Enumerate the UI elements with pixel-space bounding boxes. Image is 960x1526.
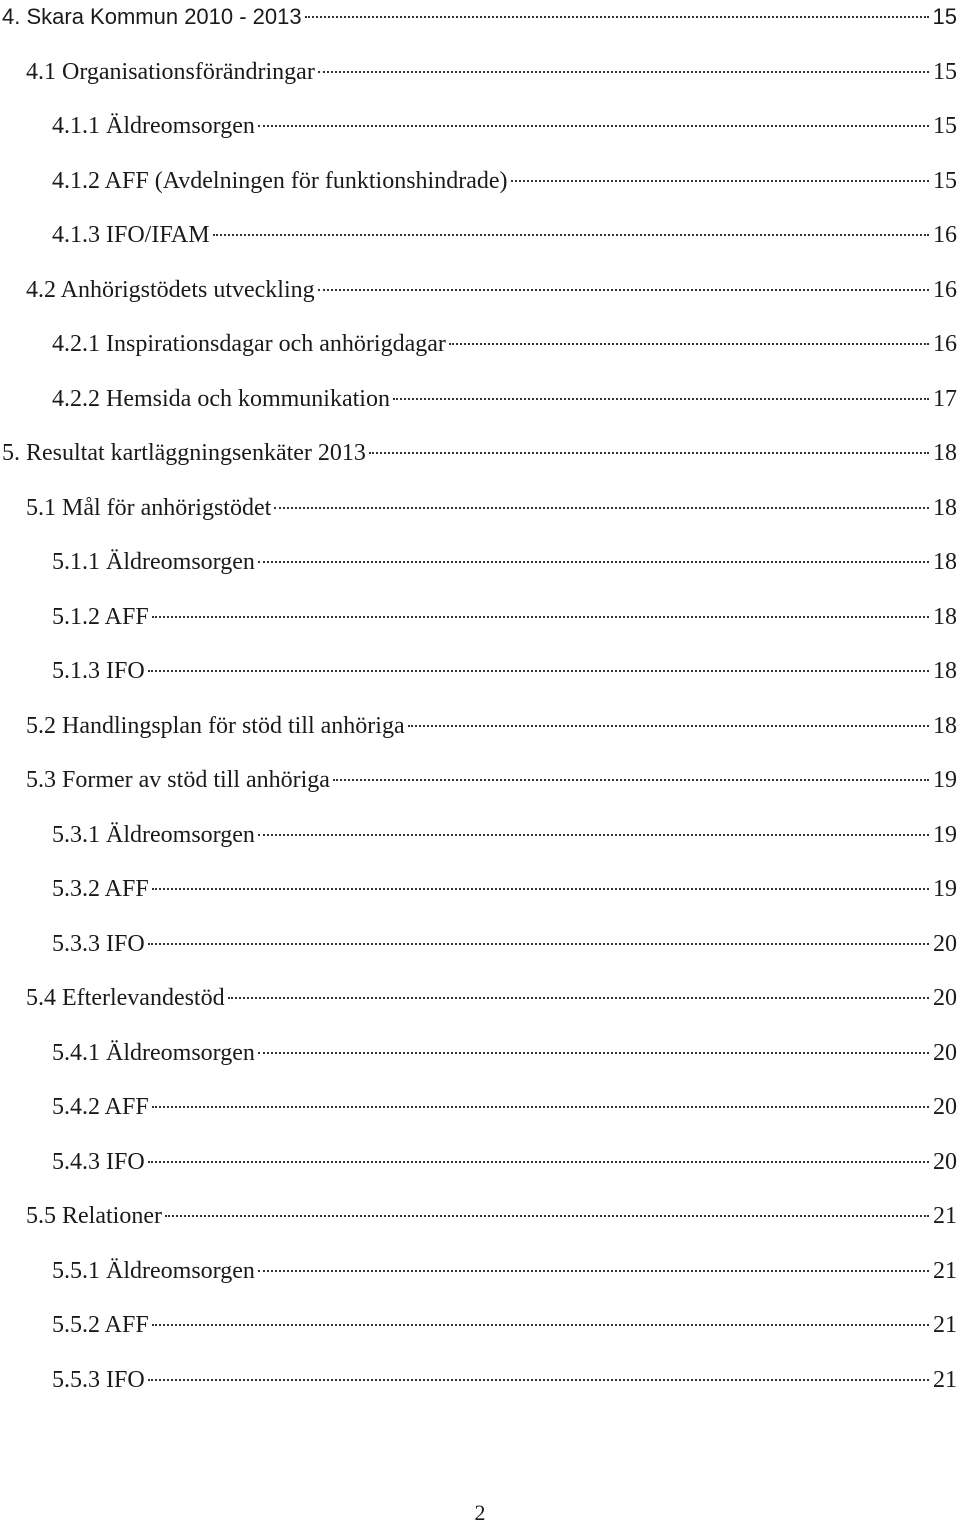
- toc-entry-title: 5.5.1 Äldreomsorgen: [52, 1257, 255, 1284]
- toc-entry[interactable]: [52, 600, 957, 634]
- toc-dot-leader: [148, 1161, 929, 1163]
- toc-entry-page: 20: [933, 985, 957, 1011]
- toc-dot-leader: [369, 452, 929, 454]
- toc-entry[interactable]: [52, 927, 957, 961]
- toc-entry-title: 5.1.1 Äldreomsorgen: [52, 549, 255, 575]
- toc-entry[interactable]: [52, 818, 957, 852]
- toc-entry-page: 20: [933, 1039, 957, 1066]
- toc-entry-page: 18: [933, 440, 957, 466]
- toc-entry[interactable]: [26, 763, 957, 797]
- toc-dot-leader: [148, 670, 929, 672]
- toc-entry-title: 5.5.3 IFO: [52, 1366, 145, 1393]
- toc-entry[interactable]: [26, 1199, 957, 1233]
- toc-entry[interactable]: [26, 981, 957, 1015]
- toc-entry-page: 16: [933, 331, 957, 357]
- toc-entry-page: 21: [933, 1257, 957, 1284]
- toc-dot-leader: [393, 398, 929, 400]
- toc-entry-title: 4. Skara Kommun 2010 - 2013: [2, 4, 302, 29]
- toc-entry-title: 4.2 Anhörigstödets utveckling: [26, 276, 315, 303]
- toc-entry-page: 17: [933, 385, 957, 412]
- toc-entry-page: 21: [933, 1366, 957, 1393]
- toc-entry-title: 4.1.2 AFF (Avdelningen för funktionshindrade): [52, 167, 508, 194]
- toc-entry[interactable]: [26, 709, 957, 743]
- toc-entry-title: 5.1.2 AFF: [52, 603, 149, 630]
- toc-entry-page: 19: [933, 876, 957, 902]
- toc-entry-page: 16: [933, 276, 957, 303]
- toc-entry-page: 20: [933, 930, 957, 957]
- toc-entry-page: 21: [933, 1203, 957, 1229]
- toc-dot-leader: [258, 1052, 929, 1054]
- toc-entry[interactable]: [52, 1254, 957, 1288]
- toc-entry-title: 5.4.1 Äldreomsorgen: [52, 1039, 255, 1066]
- toc-entry[interactable]: [2, 0, 957, 34]
- toc-entry-page: 18: [933, 712, 957, 739]
- toc-entry-title: 5.2 Handlingsplan för stöd till anhöriga: [26, 712, 405, 739]
- toc-dot-leader: [258, 834, 929, 836]
- toc-dot-leader: [258, 561, 929, 563]
- toc-dot-leader: [228, 997, 929, 999]
- toc-entry-title: 5.3.1 Äldreomsorgen: [52, 821, 255, 848]
- toc-entry[interactable]: [52, 1308, 957, 1342]
- toc-entry-title: 4.1.1 Äldreomsorgen: [52, 113, 255, 139]
- toc-entry-page: 21: [933, 1312, 957, 1338]
- toc-entry-title: 5.4.2 AFF: [52, 1094, 149, 1120]
- toc-entry-title: 5.4 Efterlevandestöd: [26, 985, 225, 1011]
- toc-entry[interactable]: [52, 654, 957, 688]
- toc-entry-page: 18: [933, 549, 957, 575]
- toc-entry[interactable]: [52, 382, 957, 416]
- toc-dot-leader: [152, 1324, 929, 1326]
- toc-dot-leader: [511, 180, 930, 182]
- toc-entry-title: 4.2.1 Inspirationsdagar och anhörigdagar: [52, 331, 446, 357]
- toc-dot-leader: [148, 943, 929, 945]
- toc-dot-leader: [258, 125, 929, 127]
- toc-dot-leader: [318, 289, 929, 291]
- toc-entry-page: 20: [933, 1148, 957, 1175]
- toc-entry[interactable]: [52, 1145, 957, 1179]
- toc-entry-title: 5.1.3 IFO: [52, 658, 145, 684]
- toc-entry-page: 15: [933, 58, 957, 85]
- toc-entry-title: 4.2.2 Hemsida och kommunikation: [52, 385, 390, 412]
- toc-dot-leader: [165, 1215, 929, 1217]
- toc-entry-page: 16: [933, 222, 957, 248]
- toc-entry-page: 15: [933, 113, 957, 139]
- toc-entry[interactable]: [52, 1363, 957, 1397]
- toc-entry[interactable]: [2, 436, 957, 470]
- toc-entry-title: 5.3.3 IFO: [52, 930, 145, 957]
- toc-entry-page: 19: [933, 767, 957, 793]
- toc-entry[interactable]: [26, 55, 957, 89]
- toc-entry-title: 5.3.2 AFF: [52, 876, 149, 902]
- toc-entry[interactable]: [52, 109, 957, 143]
- toc-dot-leader: [333, 779, 929, 781]
- page-number: 2: [474, 1500, 486, 1525]
- toc-dot-leader: [318, 71, 929, 73]
- toc-entry[interactable]: [52, 218, 957, 252]
- toc-entry-page: 15: [932, 4, 957, 29]
- toc-entry[interactable]: [26, 491, 957, 525]
- toc-dot-leader: [152, 888, 929, 890]
- toc-entry[interactable]: [52, 327, 957, 361]
- toc-dot-leader: [152, 1106, 929, 1108]
- toc-dot-leader: [148, 1379, 929, 1381]
- toc-entry-page: 18: [933, 658, 957, 684]
- toc-entry-page: 18: [933, 603, 957, 630]
- toc-entry-title: 5.1 Mål för anhörigstödet: [26, 494, 272, 521]
- toc-entry-title: 5.5.2 AFF: [52, 1312, 149, 1338]
- toc-entry-title: 5.4.3 IFO: [52, 1148, 145, 1175]
- toc-dot-leader: [305, 16, 929, 18]
- toc-dot-leader: [152, 616, 929, 618]
- toc-dot-leader: [274, 507, 929, 509]
- toc-dot-leader: [408, 725, 929, 727]
- toc-dot-leader: [213, 234, 929, 236]
- toc-entry[interactable]: [52, 164, 957, 198]
- toc-entry-title: 5.3 Former av stöd till anhöriga: [26, 767, 330, 793]
- toc-entry[interactable]: [52, 872, 957, 906]
- toc-entry[interactable]: [52, 1036, 957, 1070]
- toc-dot-leader: [258, 1270, 929, 1272]
- toc-entry-page: 15: [933, 167, 957, 194]
- toc-entry-title: 5. Resultat kartläggningsenkäter 2013: [2, 440, 366, 466]
- toc-entry[interactable]: [26, 273, 957, 307]
- toc-entry-page: 18: [933, 494, 957, 521]
- toc-entry-title: 4.1.3 IFO/IFAM: [52, 222, 210, 248]
- toc-entry-title: 5.5 Relationer: [26, 1203, 162, 1229]
- toc-entry-page: 20: [933, 1094, 957, 1120]
- toc-entry-title: 4.1 Organisationsförändringar: [26, 58, 315, 85]
- toc-entry-page: 19: [933, 821, 957, 848]
- toc-entry[interactable]: [52, 545, 957, 579]
- toc-entry[interactable]: [52, 1090, 957, 1124]
- toc-dot-leader: [449, 343, 929, 345]
